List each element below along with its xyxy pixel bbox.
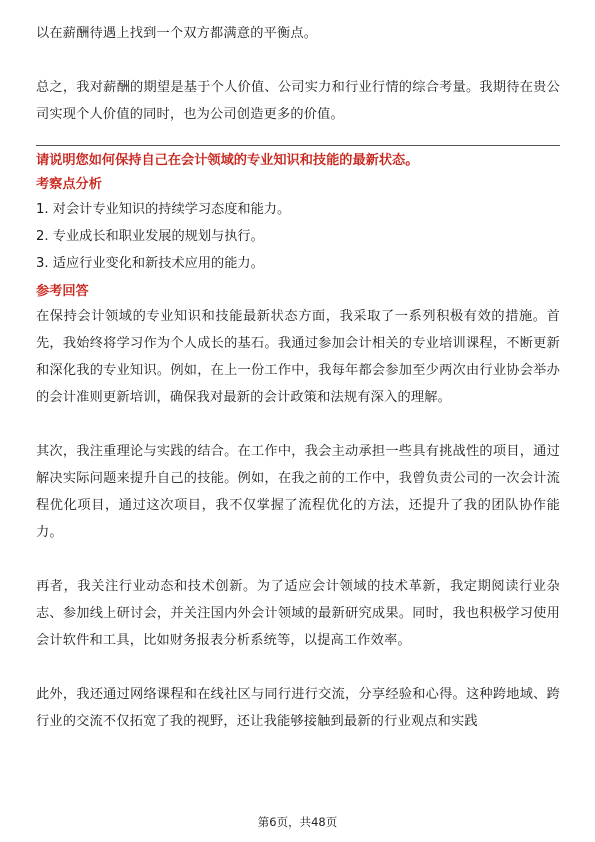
analysis-heading: 考察点分析 xyxy=(36,177,102,192)
spacer xyxy=(36,546,560,573)
answer-heading: 参考回答 xyxy=(36,284,89,299)
answer-paragraph: 在保持会计领域的专业知识和技能最新状态方面，我采取了一系列积极有效的措施。首先，我始终将学习作为个人成长的基石。我通过参加会计相关的专业培训课程，不断更新和深化我的专业知识。例如，在上一份工作中，我每年都会参加至少两次由行业协会举办的会计准则更新培训，确保我对最新的会计政策和法规有深入的理解。 xyxy=(36,309,560,405)
answer-paragraph: 再者，我关注行业动态和技术创新。为了适应会计领域的技术革新，我定期阅读行业杂志、参加线上研讨会，并关注国内外会计领域的最新研究成果。同时，我也积极学习使用会计软件和工具，比如财务报表分析系统等，以提高工作效率。 xyxy=(36,579,560,648)
spacer xyxy=(36,411,560,438)
answer-paragraph: 此外，我还通过网络课程和在线社区与同行进行交流，分享经验和心得。这种跨地域、跨行业的交流不仅拓宽了我的视野，还让我能够接触到最新的行业观点和实践 xyxy=(36,687,560,729)
previous-answer-summary: 总之，我对薪酬的期望是基于个人价值、公司实力和行业行情的综合考量。我期待在贵公司实现个人价值的同时，也为公司创造更多的价值。 xyxy=(36,80,560,122)
page-number: 第6页，共48页 xyxy=(257,815,338,829)
analysis-item: 2. 专业成长和职业发展的规划与执行。 xyxy=(36,229,264,244)
analysis-item: 3. 适应行业变化和新技术应用的能力。 xyxy=(36,256,264,271)
document-page xyxy=(36,0,560,735)
spacer xyxy=(36,47,560,74)
spacer xyxy=(36,654,560,681)
previous-answer-tail: 以在薪酬待遇上找到一个双方都满意的平衡点。 xyxy=(36,26,318,41)
answer-paragraph: 其次，我注重理论与实践的结合。在工作中，我会主动承担一些具有挑战性的项目，通过解决实际问题来提升自己的技能。例如，在我之前的工作中，我曾负责公司的一次会计流程优化项目，通过这次项目，我不仅掌握了流程优化的方法，还提升了我的团队协作能力。 xyxy=(36,444,560,540)
question-title: 请说明您如何保持自己在会计领域的专业知识和技能的最新状态。 xyxy=(36,153,419,168)
analysis-item: 1. 对会计专业知识的持续学习态度和能力。 xyxy=(36,202,291,217)
